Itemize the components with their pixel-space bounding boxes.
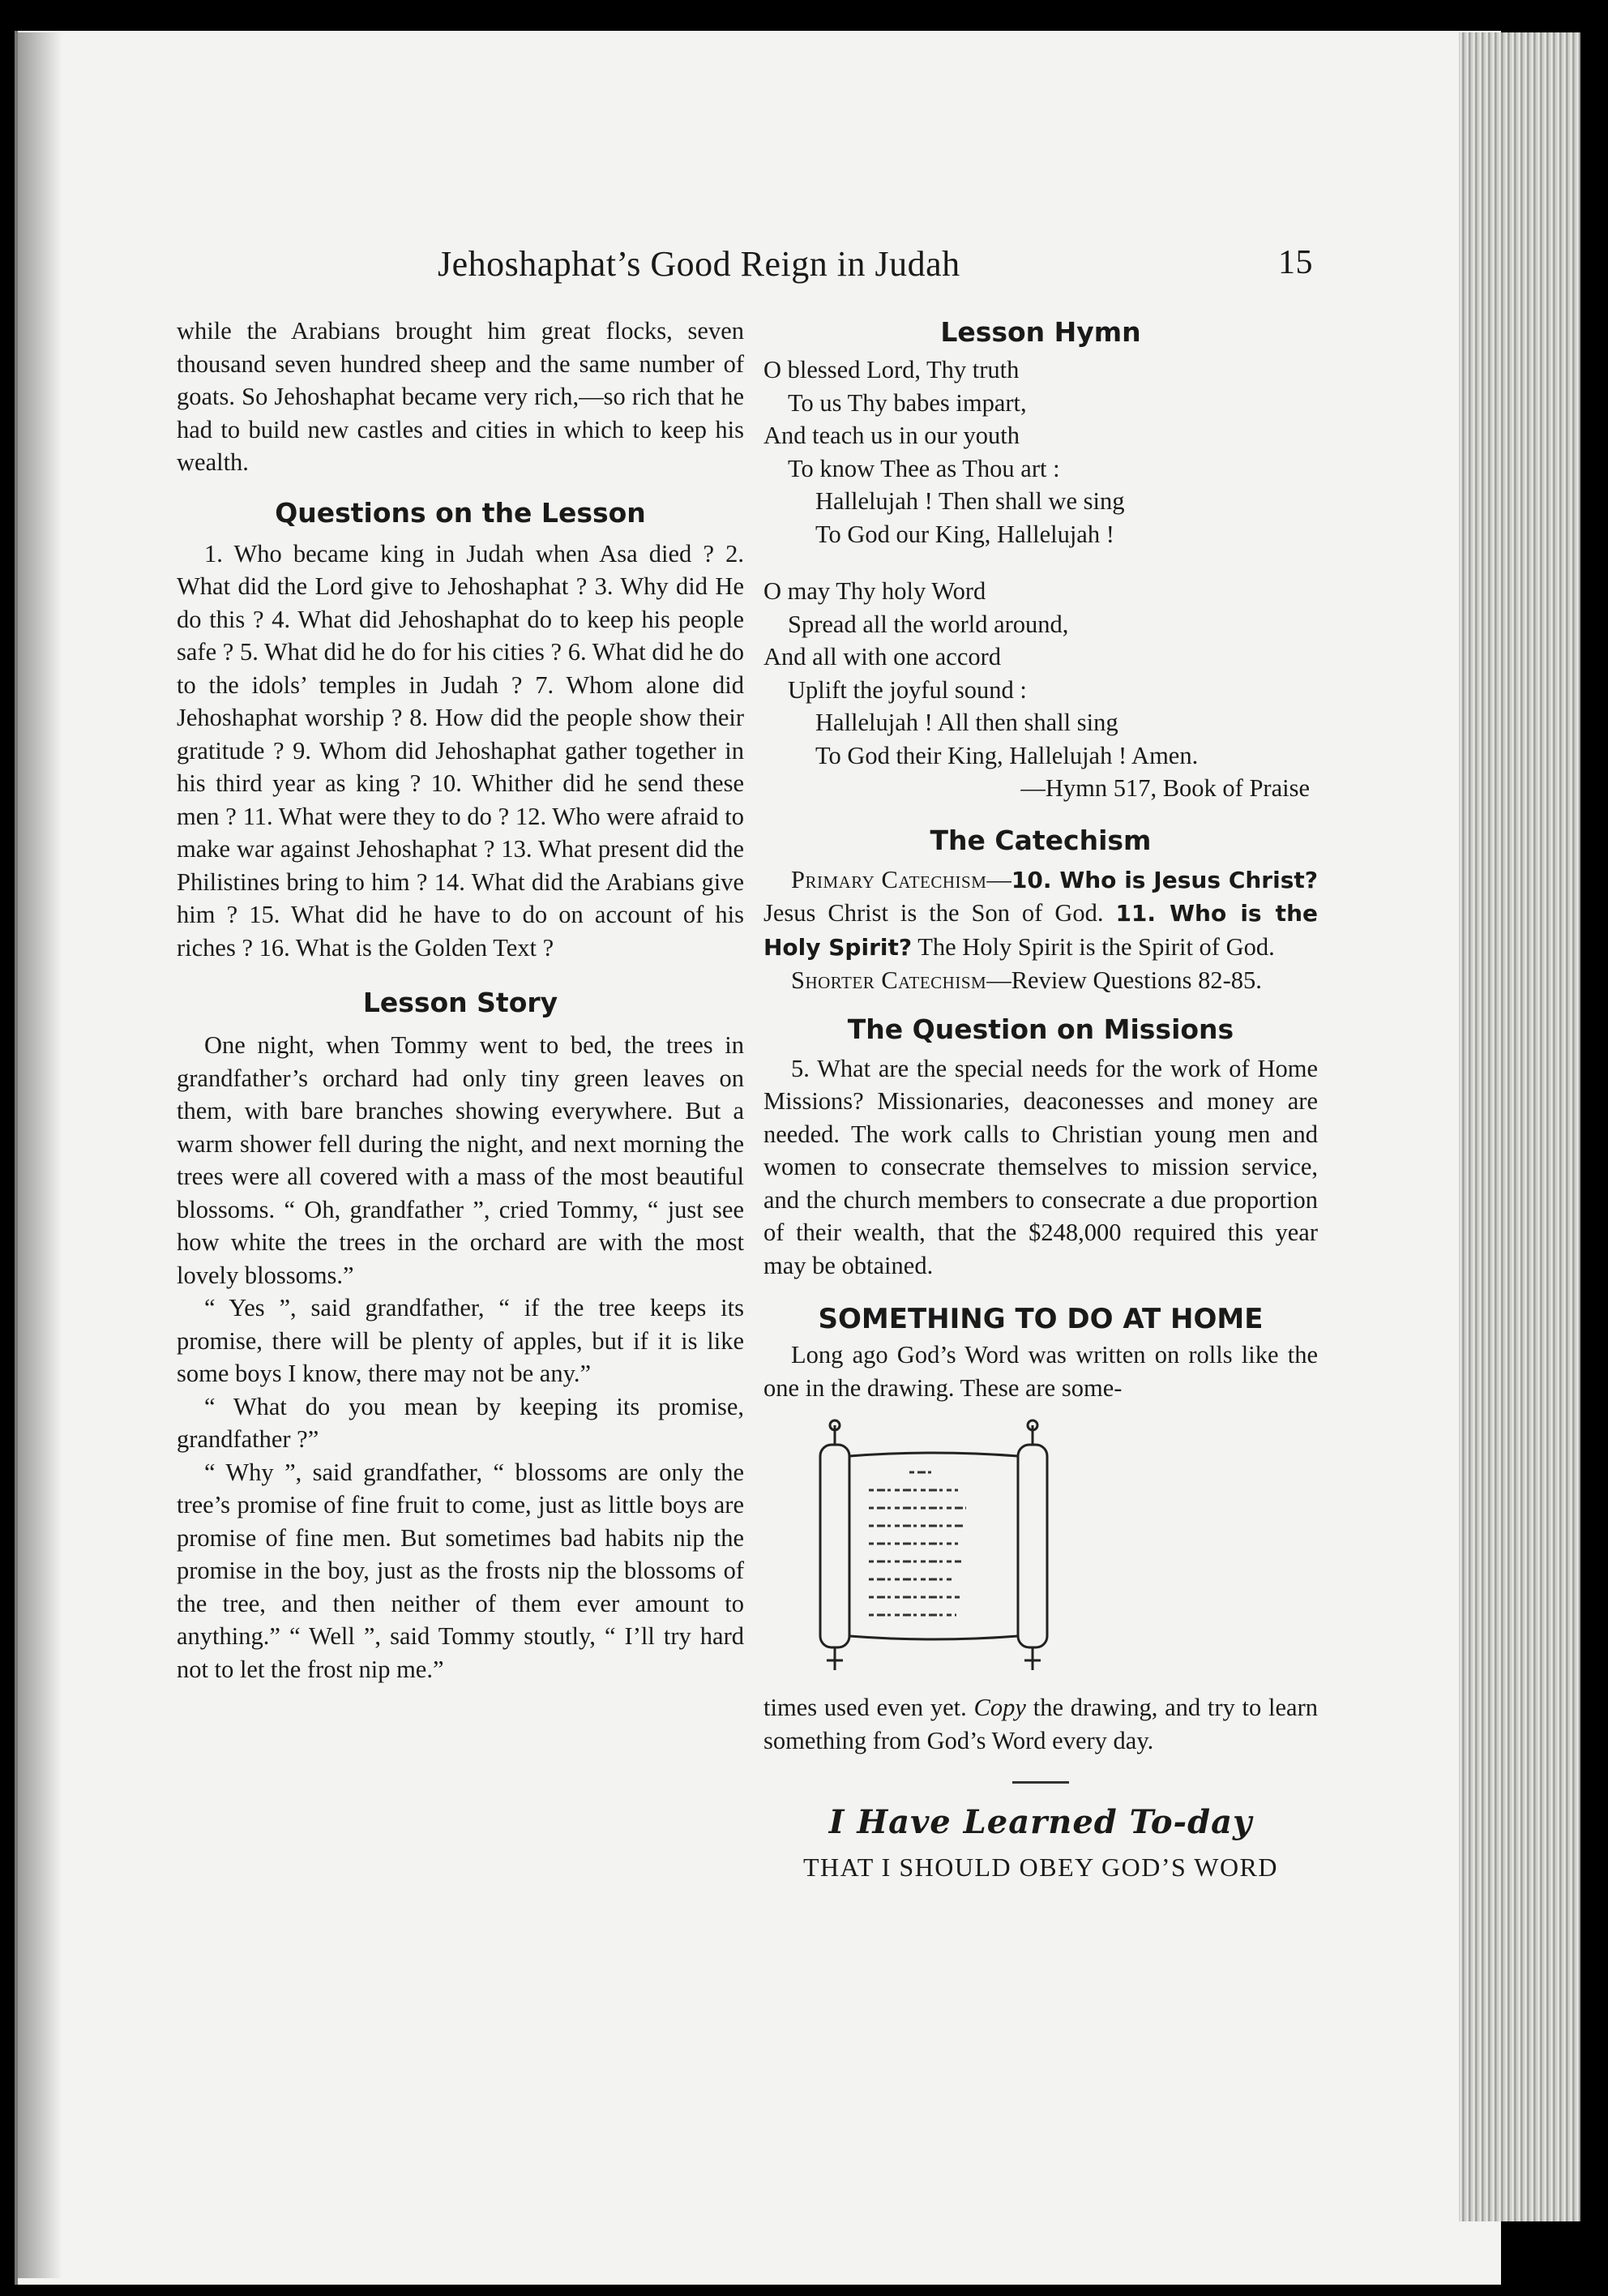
- story-paragraph: “ What do you mean by keeping its promise, grandfather ?”: [177, 1392, 744, 1453]
- hymn-heading: Lesson Hymn: [940, 316, 1141, 348]
- page-edges: [1459, 32, 1580, 2221]
- hymn-line: And teach us in our youth: [763, 422, 1020, 449]
- intro-paragraph: while the Arabians brought him great flocks, seven thousand seven hundred sheep and the same number of goats. So Jehoshaphat became very rich,—so rich that he had to build new castles and cities in which to keep his wealth.: [177, 317, 744, 476]
- hymn-line: O may Thy holy Word: [763, 577, 986, 605]
- hymn-attribution: —Hymn 517, Book of Praise: [1020, 774, 1310, 802]
- catechism-heading: The Catechism: [930, 824, 1152, 856]
- missions-heading: The Question on Missions: [847, 1013, 1234, 1045]
- questions-paragraph: 1. Who became king in Judah when Asa died ? 2. What did the Lord give to Jehoshaphat ? 3. Why did He do this ? 4. What did Jehoshaphat do to keep his people safe ? 5. What did he do for his cities ? 6. What did he do to the idols’ temples in Judah ? 7. Whom alone did Jehoshaphat worship ? 8. How did the people show their gratitude ? 9. Whom did Jehoshaphat gather together in his third year as king ? 10. Whither did he send these men ? 11. What were they to do ? 12. Who were afraid to make war against Jehoshaphat ? 13. What present did the Philistines bring to him ? 14. What did the Arabians give him ? 15. What did he have to do on account of his riches ? 16. What is the Golden Text ?: [177, 539, 744, 962]
- primary-catechism-label: Primary Catechism: [791, 865, 987, 893]
- hymn-line: Hallelujah ! Then shall we sing: [815, 487, 1125, 515]
- hymn-line: To God their King, Hallelujah ! Amen.: [815, 741, 1199, 769]
- catechism-answer: The Holy Spirit is the Spirit of God.: [917, 932, 1275, 961]
- home-activity-text: [763, 1691, 1318, 1757]
- hymn-line: To know Thee as Thou art :: [788, 454, 1060, 482]
- hymn-line: Spread all the world around,: [788, 610, 1069, 638]
- hymn-line: To God our King, Hallelujah !: [815, 520, 1114, 548]
- shorter-catechism-text: Review Questions 82-85.: [1011, 966, 1262, 994]
- torah-scroll-illustration: [812, 1417, 1055, 1677]
- learned-heading: I Have Learned To-day: [828, 1803, 1253, 1841]
- home-text-part: times used even yet.: [763, 1694, 967, 1721]
- home-text-emphasis: Copy: [973, 1694, 1026, 1721]
- hymn-stanza: [763, 353, 1318, 550]
- left-column: [177, 315, 744, 1686]
- page-number: 15: [1278, 244, 1313, 281]
- shorter-catechism-label: Shorter Catechism: [791, 966, 987, 994]
- learned-statement: THAT I SHOULD OBEY GOD’S WORD: [802, 1852, 1278, 1882]
- questions-heading: Questions on the Lesson: [275, 496, 646, 529]
- spine-shadow: [18, 32, 62, 2278]
- story-paragraph: “ Yes ”, said grandfather, “ if the tree keeps its promise, there will be plenty of apples, but if it is like some boys I know, there may not be any.”: [177, 1294, 744, 1387]
- hymn-line: O blessed Lord, Thy truth: [763, 356, 1020, 383]
- home-activity-heading: SOMETHING TO DO AT HOME: [818, 1303, 1264, 1335]
- right-column: [763, 315, 1318, 1883]
- catechism-answer: Jesus Christ is the Son of God.: [763, 899, 1104, 927]
- primary-catechism: Primary Catechism—10. Who is Jesus Christ? Jesus Christ is the Son of God. 11. Who is the Holy Spirit? The Holy Spirit is the Spirit of God.: [763, 865, 1318, 961]
- story-paragraph: One night, when Tommy went to bed, the trees in grandfather’s orchard had only tiny green leaves on them, with bare branches showing everywhere. But a warm shower fell during the night, and next morning the trees were all covered with a mass of the most beautiful blossoms. “ Oh, grandfather ”, cried Tommy, “ just see how white the trees in the orchard are with the most lovely blossoms.”: [177, 1031, 744, 1289]
- page-title: Jehoshaphat’s Good Reign in Judah: [438, 244, 960, 284]
- catechism-question: 11. Who is the Holy Spirit?: [763, 900, 1318, 961]
- home-activity-text: Long ago God’s Word was written on rolls like the one in the drawing. These are some-: [763, 1341, 1318, 1402]
- divider-rule: [1012, 1781, 1069, 1784]
- story-paragraph: “ Why ”, said grandfather, “ blossoms are only the tree’s promise of fine fruit to come, just as little boys are promise of fine men. But sometimes bad habits nip the promise in the boy, just as the frosts nip the blossoms of the tree, and then neither of them ever amount to anything.” “ Well ”, said Tommy stoutly, “ I’ll try hard not to let the frost nip me.”: [177, 1458, 744, 1683]
- home-text-part: the drawing, and try to learn something from God’s Word every day.: [763, 1694, 1319, 1754]
- hymn-stanza: [763, 575, 1318, 772]
- scroll-drawing: [812, 1417, 1055, 1677]
- hymn-line: And all with one accord: [763, 643, 1002, 670]
- hymn-line: Hallelujah ! All then shall sing: [815, 709, 1118, 736]
- shorter-catechism: Shorter Catechism—Review Questions 82-85.: [791, 966, 1262, 994]
- story-heading: Lesson Story: [362, 987, 558, 1018]
- hymn-line: Uplift the joyful sound :: [788, 675, 1027, 704]
- hymn-line: To us Thy babes impart,: [788, 388, 1027, 417]
- missions-paragraph: 5. What are the special needs for the work of Home Missions? Missionaries, deaconesses and money are needed. The work calls to Christian young men and women to consecrate themselves to mission service, and the church members to consecrate a due proportion of their wealth, that the $248,000 required this year may be obtained.: [763, 1054, 1318, 1279]
- catechism-question: 10. Who is Jesus Christ?: [1011, 866, 1318, 893]
